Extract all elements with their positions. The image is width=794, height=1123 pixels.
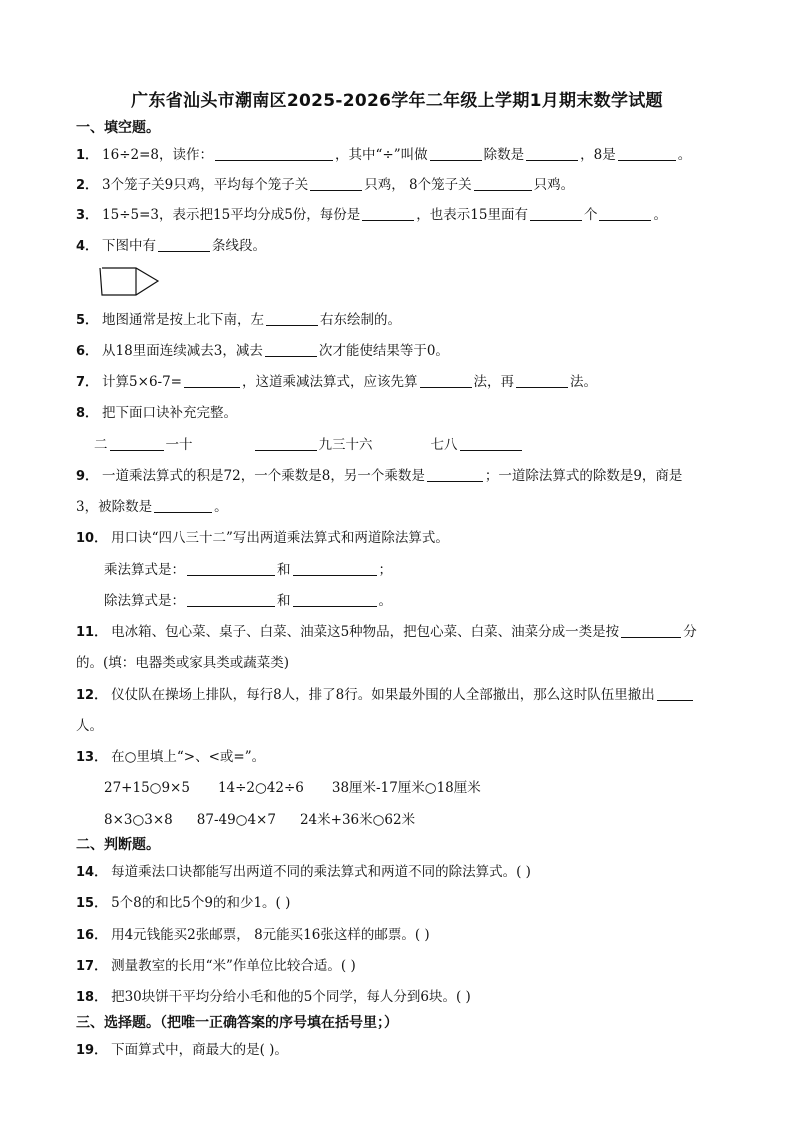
question-number: 17． bbox=[76, 959, 108, 974]
question-number: 8． bbox=[76, 406, 99, 421]
question-number: 13． bbox=[76, 750, 108, 765]
compare-item[interactable]: 24米+36米○62米 bbox=[299, 812, 416, 828]
question-10-division: 除法算式是： 和 。 bbox=[104, 593, 392, 609]
section-true-false: 二、判断题。 bbox=[76, 837, 160, 853]
question-9: 9． 一道乘法算式的积是72，一个乘数是8，另一个乘数是 ；一道除法算式的除数是9，商是 bbox=[76, 468, 683, 484]
compare-item[interactable]: 14÷2○42÷6 bbox=[217, 780, 304, 796]
question-number: 4． bbox=[76, 239, 99, 254]
question-number: 1． bbox=[76, 148, 99, 163]
question-1: 1． 16÷2=8，读作： ，其中“÷”叫做 除数是 ，8是 。 bbox=[76, 147, 692, 163]
question-11-cont: 的。(填：电器类或家具类或蔬菜类) bbox=[76, 655, 290, 671]
question-number: 15． bbox=[76, 896, 108, 911]
answer-blank[interactable] bbox=[184, 373, 240, 388]
answer-blank[interactable] bbox=[460, 436, 522, 451]
question-15: 15． 5个8的和比5个9的和少1。( ) bbox=[76, 895, 291, 911]
answer-blank[interactable] bbox=[474, 176, 532, 191]
question-number: 12． bbox=[76, 688, 108, 703]
question-number: 9． bbox=[76, 469, 99, 484]
compare-item[interactable]: 8×3○3×8 bbox=[104, 812, 173, 828]
answer-blank[interactable] bbox=[362, 206, 414, 221]
answer-blank[interactable] bbox=[215, 146, 333, 161]
question-13-row-2 bbox=[104, 810, 415, 830]
answer-blank[interactable] bbox=[430, 146, 482, 161]
question-number: 19． bbox=[76, 1043, 108, 1058]
answer-blank[interactable] bbox=[530, 206, 582, 221]
compare-item[interactable]: 87-49○4×7 bbox=[196, 812, 276, 828]
answer-blank[interactable] bbox=[187, 561, 275, 576]
question-4: 4． 下图中有 条线段。 bbox=[76, 238, 267, 254]
answer-blank[interactable] bbox=[657, 686, 693, 701]
pentagon-figure bbox=[96, 264, 162, 300]
answer-blank[interactable] bbox=[599, 206, 651, 221]
question-10-multiplication: 乘法算式是： 和 ； bbox=[104, 562, 392, 578]
question-10: 10． 用口诀“四八三十二”写出两道乘法算式和两道除法算式。 bbox=[76, 530, 449, 546]
question-18: 18． 把30块饼干平均分给小毛和他的5个同学，每人分到6块。( ) bbox=[76, 989, 471, 1005]
question-number: 6． bbox=[76, 344, 99, 359]
question-number: 18． bbox=[76, 990, 108, 1005]
answer-blank[interactable] bbox=[154, 498, 212, 513]
page-title: 广东省汕头市潮南区2025-2026学年二年级上学期1月期末数学试题 bbox=[131, 91, 663, 111]
section-multiple-choice: 三、选择题。（把唯一正确答案的序号填在括号里；） bbox=[76, 1015, 398, 1031]
question-number: 14． bbox=[76, 865, 108, 880]
question-8: 8． 把下面口诀补充完整。 bbox=[76, 405, 238, 421]
question-12-cont: 人。 bbox=[76, 718, 103, 734]
question-number: 16． bbox=[76, 928, 108, 943]
question-13: 13． 在○里填上“>、<或=”。 bbox=[76, 749, 266, 765]
question-number: 2． bbox=[76, 178, 99, 193]
question-11: 11． 电冰箱、包心菜、桌子、白菜、油菜这5种物品，把包心菜、白菜、油菜分成一类是按 分 bbox=[76, 624, 697, 640]
question-13-row-1 bbox=[104, 778, 481, 798]
answer-blank[interactable] bbox=[618, 146, 676, 161]
question-6: 6． 从18里面连续减去3，减去 次才能使结果等于0。 bbox=[76, 343, 449, 359]
answer-blank[interactable] bbox=[526, 146, 578, 161]
answer-blank[interactable] bbox=[255, 436, 317, 451]
answer-blank[interactable] bbox=[265, 342, 317, 357]
question-8-items: 二 一十 九三十六 七八 bbox=[94, 435, 524, 455]
answer-blank[interactable] bbox=[427, 467, 483, 482]
compare-item[interactable]: 38厘米-17厘米○18厘米 bbox=[331, 780, 481, 796]
question-number: 5． bbox=[76, 313, 99, 328]
answer-blank[interactable] bbox=[310, 176, 362, 191]
answer-blank[interactable] bbox=[293, 592, 377, 607]
question-19: 19． 下面算式中，商最大的是( )。 bbox=[76, 1042, 288, 1058]
question-9-cont: 3，被除数是 。 bbox=[76, 499, 228, 515]
question-3: 3． 15÷5=3，表示把15平均分成5份，每份是 ，也表示15里面有 个 。 bbox=[76, 207, 667, 223]
question-17: 17． 测量教室的长用“米”作单位比较合适。( ) bbox=[76, 958, 356, 974]
question-12: 12． 仪仗队在操场上排队，每行8人，排了8行。如果最外围的人全部撤出，那么这时队伍里撤出 bbox=[76, 685, 695, 705]
answer-blank[interactable] bbox=[420, 373, 472, 388]
section-fill-in: 一、填空题。 bbox=[76, 120, 160, 136]
question-5: 5． 地图通常是按上北下南，左 右东绘制的。 bbox=[76, 312, 402, 328]
question-number: 7． bbox=[76, 375, 99, 390]
answer-blank[interactable] bbox=[158, 237, 210, 252]
question-number: 10． bbox=[76, 531, 108, 546]
question-14: 14． 每道乘法口诀都能写出两道不同的乘法算式和两道不同的除法算式。( ) bbox=[76, 864, 531, 880]
answer-blank[interactable] bbox=[293, 561, 377, 576]
question-16: 16． 用4元钱能买2张邮票， 8元能买16张这样的邮票。( ) bbox=[76, 927, 430, 943]
compare-item[interactable]: 27+15○9×5 bbox=[104, 780, 190, 796]
question-2: 2． 3个笼子关9只鸡，平均每个笼子关 只鸡， 8个笼子关 只鸡。 bbox=[76, 177, 575, 193]
answer-blank[interactable] bbox=[621, 623, 681, 638]
answer-blank[interactable] bbox=[187, 592, 275, 607]
question-number: 11． bbox=[76, 625, 108, 640]
question-7: 7． 计算5×6-7= ，这道乘减法算式，应该先算 法，再 法。 bbox=[76, 374, 597, 390]
answer-blank[interactable] bbox=[516, 373, 568, 388]
answer-blank[interactable] bbox=[110, 436, 164, 451]
question-number: 3． bbox=[76, 208, 99, 223]
answer-blank[interactable] bbox=[266, 311, 318, 326]
